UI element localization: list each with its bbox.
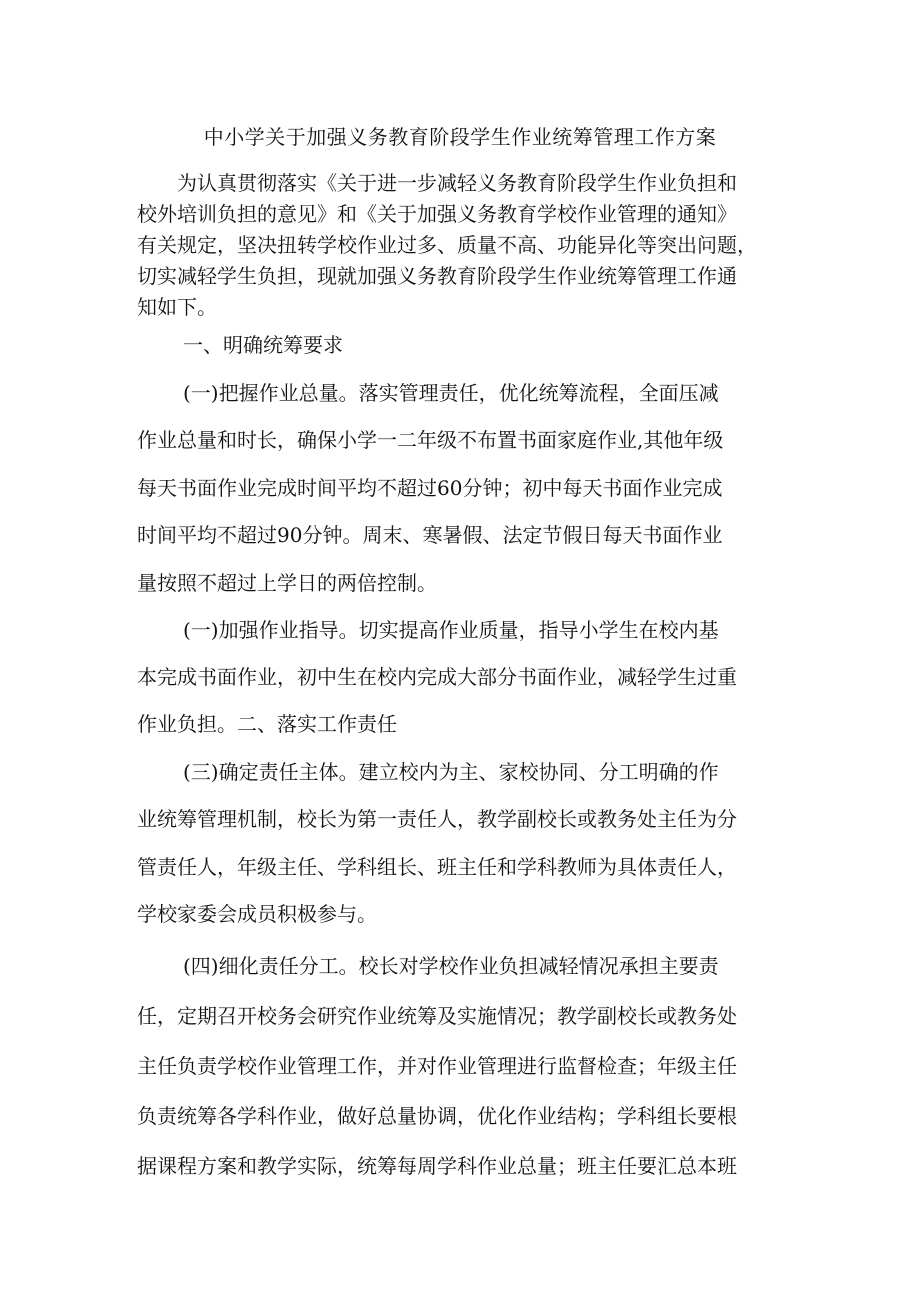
intro-line: 切实减轻学生负担，现就加强义务教育阶段学生作业统筹管理工作通	[137, 264, 737, 288]
document-title: 中小学关于加强义务教育阶段学生作业统筹管理工作方案	[203, 125, 717, 149]
paragraph-line: 每天书面作业完成时间平均不超过60分钟；初中每天书面作业完成	[137, 476, 723, 500]
intro-line: 有关规定，坚决扭转学校作业过多、质量不高、功能异化等突出问题，	[137, 233, 757, 257]
intro-line: 校外培训负担的意见》和《关于加强义务教育学校作业管理的通知》	[137, 202, 737, 226]
paragraph-line: 量按照不超过上学日的两倍控制。	[137, 571, 437, 595]
section-heading: 一、明确统筹要求	[183, 333, 343, 357]
paragraph-line: 作业总量和时长，确保小学一二年级不布置书面家庭作业,其他年级	[137, 428, 724, 452]
paragraph-line: 作业负担。二、落实工作责任	[137, 712, 397, 736]
paragraph-line: 时间平均不超过90分钟。周末、寒暑假、法定节假日每天书面作业	[137, 523, 723, 547]
paragraph-line: 业统筹管理机制，校长为第一责任人，教学副校长或教务处主任为分	[137, 807, 737, 831]
paragraph-line: 据课程方案和教学实际，统筹每周学科作业总量；班主任要汇总本班	[137, 1154, 737, 1178]
paragraph-line: (三)确定责任主体。建立校内为主、家校协同、分工明确的作	[183, 760, 719, 784]
paragraph-line: (一)加强作业指导。切实提高作业质量，指导小学生在校内基	[183, 618, 719, 642]
intro-line: 知如下。	[137, 295, 217, 319]
intro-line: 为认真贯彻落实《关于进一步减轻义务教育阶段学生作业负担和	[177, 171, 737, 195]
paragraph-line: 负责统筹各学科作业，做好总量协调，优化作业结构；学科组长要根	[137, 1104, 737, 1128]
paragraph-line: (四)细化责任分工。校长对学校作业负担减轻情况承担主要责	[183, 954, 719, 978]
paragraph-line: 任，定期召开校务会研究作业统筹及实施情况；教学副校长或教务处	[137, 1004, 737, 1028]
paragraph-line: 管责任人，年级主任、学科组长、班主任和学科教师为具体责任人，	[137, 855, 737, 879]
paragraph-line: 本完成书面作业，初中生在校内完成大部分书面作业，减轻学生过重	[137, 665, 737, 689]
paragraph-line: 学校家委会成员积极参与。	[137, 902, 377, 926]
paragraph-line: 主任负责学校作业管理工作，并对作业管理进行监督检查；年级主任	[137, 1054, 737, 1078]
paragraph-line: (一)把握作业总量。落实管理责任，优化统筹流程，全面压减	[183, 381, 719, 405]
